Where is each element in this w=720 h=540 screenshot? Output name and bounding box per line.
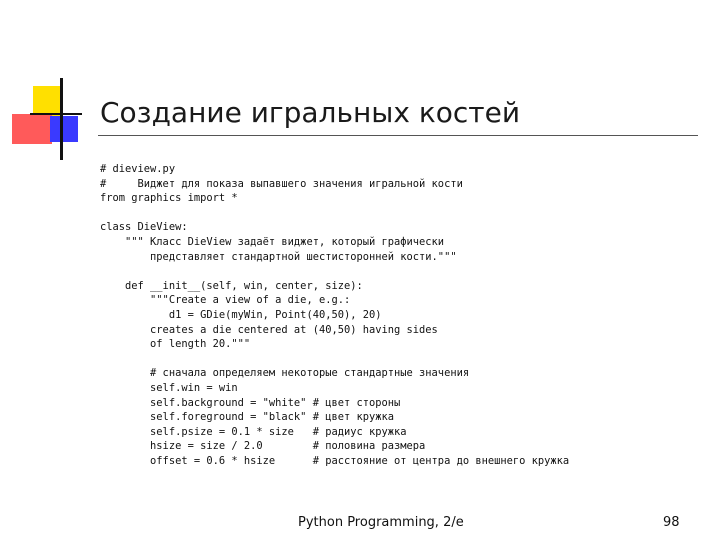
code-line: from graphics import * [100,192,238,205]
page-number: 98 [663,515,680,530]
code-line: """ Класс DieView задаёт виджет, который графически [100,235,445,248]
code-line: self.psize = 0.1 * size # радиус кружка [100,425,407,438]
code-line: # сначала определяем некоторые стандартные значения [100,367,470,380]
code-line [100,206,569,221]
decor-horizontal-line [30,113,82,115]
code-line: """Create a view of a die, e.g.: [100,294,351,307]
code-line: class DieView: [100,221,188,234]
code-line [100,352,569,367]
slide-footer: Python Programming, 2/e [298,515,464,530]
decor-red-rectangle [12,114,52,144]
code-line: d1 = GDie(myWin, Point(40,50), 20) [100,308,382,321]
slide-title: Создание игральных костей [100,96,521,129]
code-line: представляет стандартной шестисторонней кости.""" [100,250,457,263]
code-line: # dieview.py [100,163,176,175]
code-line [100,264,569,279]
decor-vertical-line [60,78,63,160]
code-line: hsize = size / 2.0 # половина размера [100,440,426,453]
title-underline [98,135,698,136]
code-line: self.background = "white" # цвет стороны [100,396,401,409]
code-block [100,162,569,468]
code-line: self.win = win [100,381,238,394]
code-line: def __init__(self, win, center, size): [100,279,363,292]
code-line: offset = 0.6 * hsize # расстояние от центра до внешнего кружка [100,454,570,467]
decor-blue-square [50,116,78,142]
decor-yellow-square [33,86,63,116]
code-line: self.foreground = "black" # цвет кружка [100,411,395,424]
code-line: creates a die centered at (40,50) having sides [100,323,438,336]
code-line: # Виджет для показа выпавшего значения игральной кости [100,177,463,190]
code-line: of length 20.""" [100,338,251,351]
